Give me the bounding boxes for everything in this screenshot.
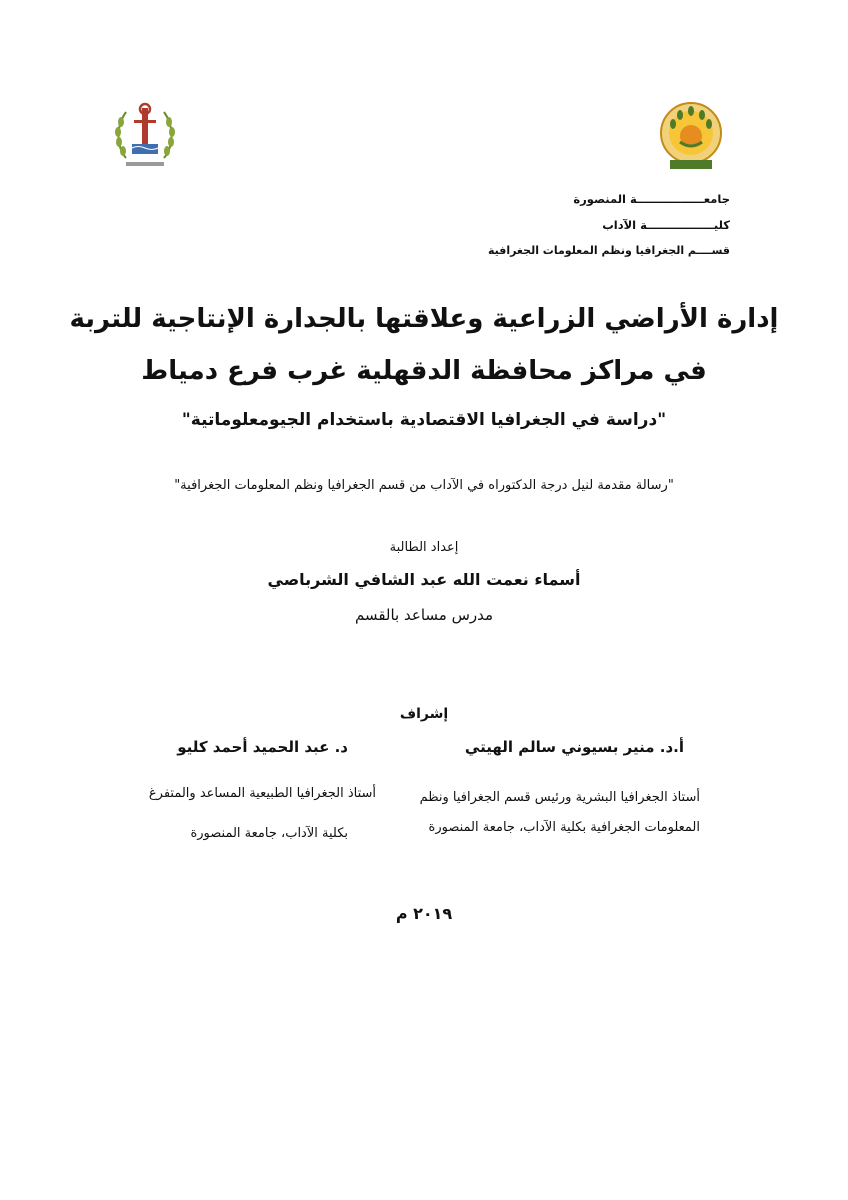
faculty-emblem-icon	[112, 100, 178, 172]
supervisor1-title-line2: المعلومات الجغرافية بكلية الآداب، جامعة المنصورة	[428, 820, 700, 835]
supervisor1-title-line1: أستاذ الجغرافيا البشرية ورئيس قسم الجغرافيا ونظم	[419, 790, 700, 805]
supervisor2-title-line1: أستاذ الجغرافيا الطبيعية المساعد والمتفرغ	[148, 786, 376, 801]
author-name: أسماء نعمت الله عبد الشافي الشرباصي	[267, 570, 581, 589]
supervision-label: إشراف	[399, 706, 449, 722]
faculty-name: كليـــــــــــــــــة الآداب	[602, 218, 730, 232]
mansoura-university-seal-icon	[656, 98, 726, 172]
year: ٢٠١٩ م	[395, 904, 453, 923]
prepared-by-label: إعداد الطالبة	[389, 540, 459, 555]
thesis-purpose: "رسالة مقدمة لنيل درجة الدكتوراه في الآداب من قسم الجغرافيا ونظم المعلومات الجغرافية"	[174, 478, 674, 493]
thesis-title-line2: في مراكز محافظة الدقهلية غرب فرع دمياط	[141, 356, 707, 386]
supervisor2-title-line2: بكلية الآداب، جامعة المنصورة	[190, 826, 348, 841]
supervisor1-name: أ.د. منير بسيوني سالم الهيتي	[464, 738, 684, 756]
supervisor2-name: د. عبد الحميد أحمد كليو	[177, 738, 348, 756]
author-position: مدرس مساعد بالقسم	[354, 606, 494, 624]
thesis-subtitle: "دراسة في الجغرافيا الاقتصادية باستخدام الجيومعلوماتية"	[181, 410, 667, 430]
thesis-title-line1: إدارة الأراضي الزراعية وعلاقتها بالجدارة الإنتاجية للتربة	[69, 304, 779, 334]
university-name: جامعـــــــــــــــــة المنصورة	[573, 192, 730, 206]
department-name: قســــم الجغرافيا ونظم المعلومات الجغرافية	[487, 244, 730, 257]
